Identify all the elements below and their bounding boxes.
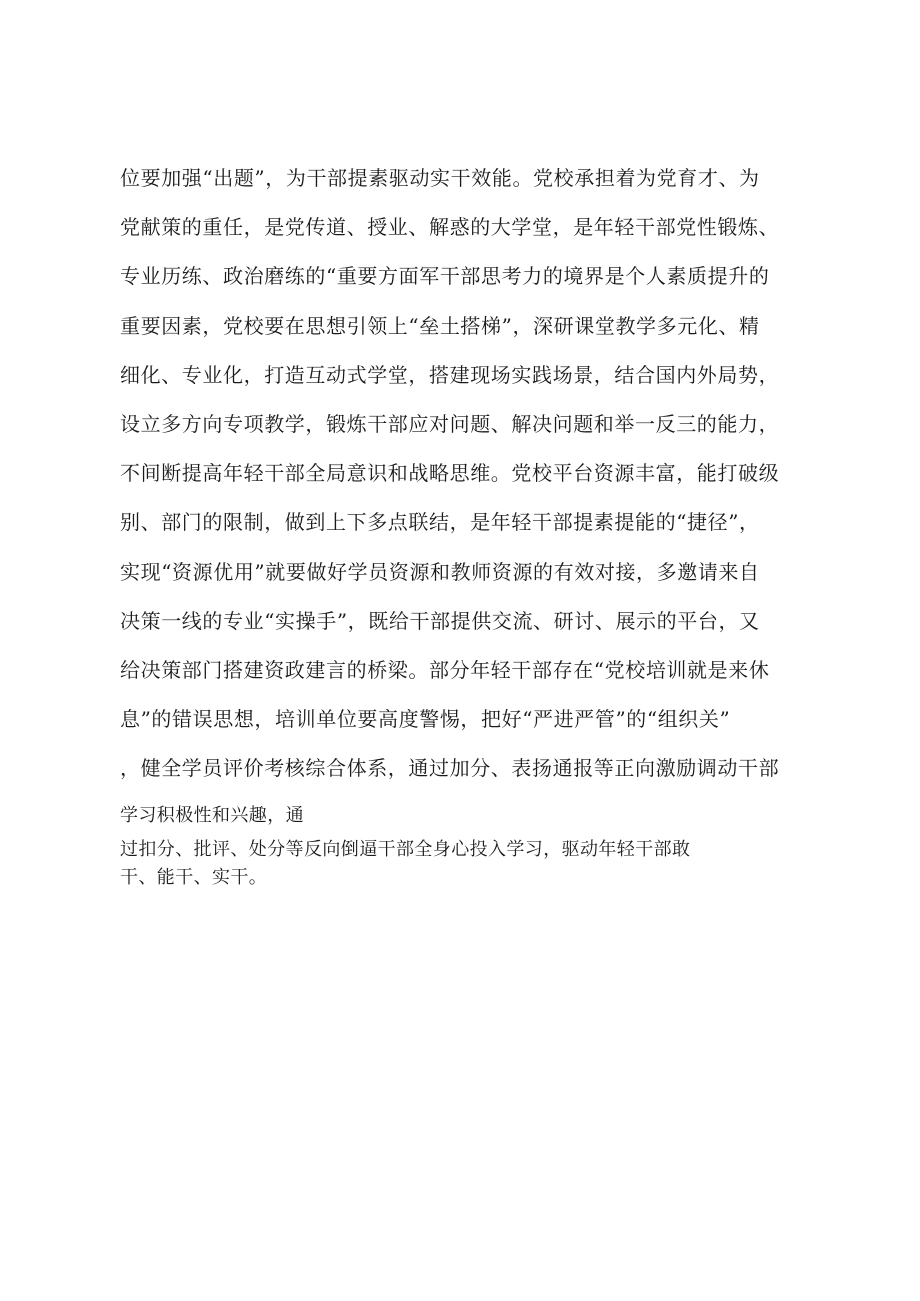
paragraph-line-16: 干、能干、实干。 <box>120 867 268 888</box>
paragraph-line-1: 位要加强“出题”，为干部提素驱动实干效能。党校承担着为党育才、为 <box>120 166 760 190</box>
paragraph-line-4: 重要因素，党校要在思想引领上“垒土搭梯”，深研课堂教学多元化、精 <box>120 314 760 338</box>
paragraph-line-7: 不间断提高年轻干部全局意识和战略思维。党校平台资源丰富，能打破级 <box>120 461 780 485</box>
paragraph-line-12: 息”的错误思想，培训单位要高度警惕，把好“严进严管”的“组织关” <box>120 707 731 731</box>
paragraph-line-8: 别、部门的限制，做到上下多点联结，是年轻干部提素提能的“捷径”， <box>120 510 760 534</box>
paragraph-line-14: 学习积极性和兴趣，通 <box>120 805 304 826</box>
paragraph-line-9: 实现“资源优用”就要做好学员资源和教师资源的有效对接，多邀请来自 <box>120 560 760 584</box>
paragraph-line-2: 党献策的重任，是党传道、授业、解惑的大学堂，是年轻干部党性锻炼、 <box>120 215 780 239</box>
paragraph-line-15: 过扣分、批评、处分等反向倒逼干部全身心投入学习，驱动年轻干部敢 <box>120 839 691 860</box>
paragraph-line-11: 给决策部门搭建资政建言的桥梁。部分年轻干部存在“党校培训就是来休 <box>120 658 770 682</box>
paragraph-line-3: 专业历练、政治磨练的“重要方面军干部思考力的境界是个人素质提升的 <box>120 264 770 288</box>
paragraph-line-10: 决策一线的专业“实操手”，既给干部提供交流、研讨、展示的平台，又 <box>120 609 760 633</box>
paragraph-line-5: 细化、专业化，打造互动式学堂，搭建现场实践场景，结合国内外局势， <box>120 363 780 387</box>
paragraph-line-13: ，健全学员评价考核综合体系，通过加分、表扬通报等正向激励调动干部 <box>120 756 780 780</box>
paragraph-line-6: 设立多方向专项教学，锻炼干部应对问题、解决问题和举一反三的能力， <box>120 412 780 436</box>
